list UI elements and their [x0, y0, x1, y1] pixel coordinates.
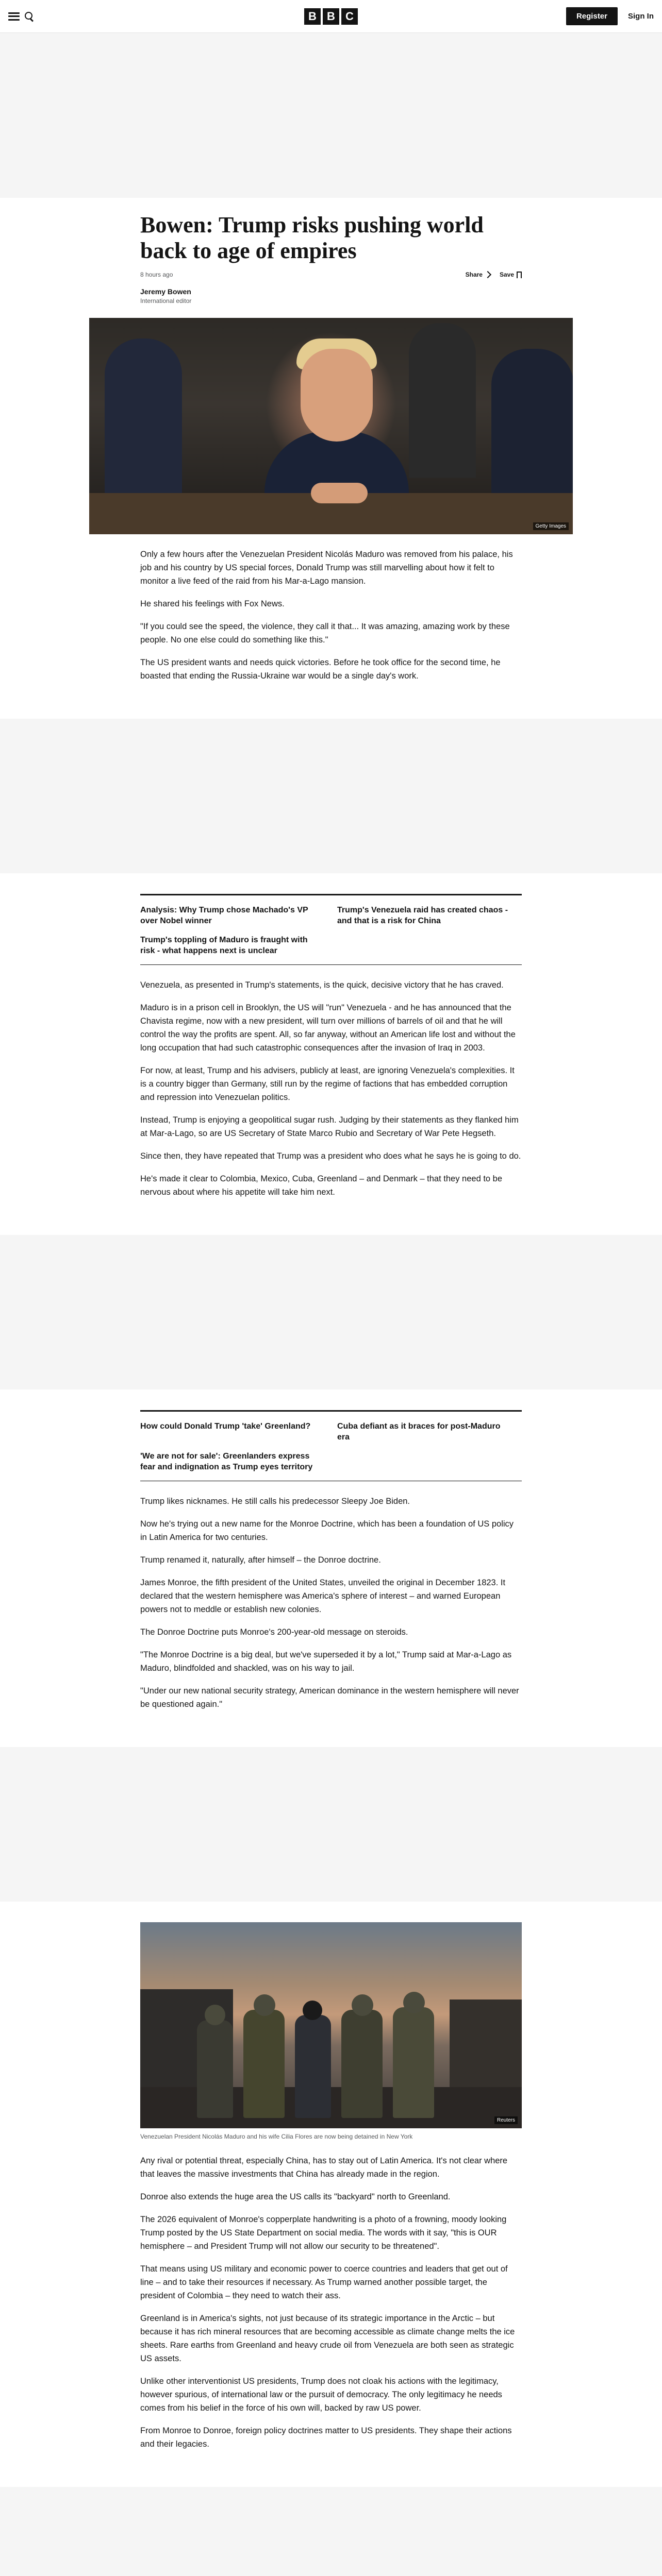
article-section-3 — [140, 1495, 522, 1726]
timestamp: 8 hours ago — [140, 271, 173, 278]
person-figure — [295, 2015, 331, 2118]
paragraph: "Under our new national security strategy, American dominance in the western hemisphere will never be questioned again." — [140, 1686, 519, 1709]
article-figure — [140, 1922, 522, 2141]
paragraph: He shared his feelings with Fox News. — [140, 599, 285, 608]
subject-hands — [311, 483, 368, 503]
bookmark-icon — [517, 272, 522, 278]
paragraph: Instead, Trump is enjoying a geopolitical sugar rush. Judging by their statements as they flanked him at Mar-a-Lago, so are US Secretary of State Marco Rubio and Secretary of War Pete Hegseth. — [140, 1115, 519, 1138]
related-links — [140, 1410, 522, 1481]
hero-image — [89, 318, 573, 534]
bbc-logo[interactable] — [304, 8, 358, 25]
paragraph: The 2026 equivalent of Monroe's copperplate handwriting is a photo of a frowning, moody looking Trump posted by the US State Department on social media. The words with it say, "this is OUR hemisphere – and President Trump will not allow our security to be threatened". — [140, 2215, 507, 2251]
image-credit: Reuters — [494, 2116, 518, 2124]
paragraph: He's made it clear to Colombia, Mexico, Cuba, Greenland – and Denmark – that they need to be nervous about where his appetite will take him next. — [140, 1174, 503, 1197]
headline: Bowen: Trump risks pushing world back to age of empires — [140, 212, 484, 263]
menu-icon[interactable] — [8, 12, 20, 21]
paragraph: Greenland is in America's sights, not just because of its strategic importance in the Arctic – but because it has rich mineral resources that are becoming accessible as climate change melts the ice sheets. Rare earths from Greenland and heavy crude oil from Venezuela are both seen as strategic US assets. — [140, 2314, 515, 2363]
related-link[interactable]: Analysis: Why Trump chose Machado's VP over Nobel winner — [140, 906, 308, 925]
person-figure — [341, 2010, 383, 2118]
paragraph: Only a few hours after the Venezuelan President Nicolás Maduro was removed from his palace, his job and his country by US special forces, Donald Trump was still marvelling about how it felt to monitor a live feed of the raid from his Mar-a-Lago mansion. — [140, 550, 513, 586]
advertisement — [0, 719, 662, 873]
related-link[interactable]: Cuba defiant as it braces for post-Maduro era — [337, 1422, 501, 1442]
paragraph: Venezuela, as presented in Trump's statements, is the quick, decisive victory that he has craved. — [140, 980, 504, 990]
related-link[interactable]: Trump's toppling of Maduro is fraught with risk - what happens next is unclear — [140, 936, 308, 955]
paragraph: Donroe also extends the huge area the US calls its "backyard" north to Greenland. — [140, 2192, 451, 2201]
helmet — [352, 1994, 373, 2016]
logo-letter: B — [304, 8, 321, 25]
share-icon — [484, 271, 491, 278]
masthead — [0, 0, 662, 33]
image-caption: Venezuelan President Nicolás Maduro and his wife Cilia Flores are now being detained in New York — [140, 2133, 413, 2140]
paragraph: From Monroe to Donroe, foreign policy doctrines matter to US presidents. They shape their actions and their legacies. — [140, 2426, 512, 2449]
helmet — [254, 1994, 275, 2016]
sign-in-button[interactable]: Sign In — [628, 12, 654, 21]
logo-letter: B — [323, 8, 339, 25]
related-link[interactable]: 'We are not for sale': Greenlanders express fear and indignation as Trump eyes territory — [140, 1452, 313, 1471]
advertisement — [0, 1235, 662, 1389]
advertisement — [0, 1747, 662, 1902]
author-name: Jeremy Bowen — [140, 287, 191, 296]
save-button[interactable] — [500, 271, 522, 278]
paragraph: Trump likes nicknames. He still calls his predecessor Sleepy Joe Biden. — [140, 1497, 410, 1506]
header-left — [8, 12, 34, 21]
article-meta — [140, 271, 522, 278]
paragraph: The US president wants and needs quick victories. Before he took office for the second time, he boasted that ending the Russia-Ukraine war would be a single day's work. — [140, 658, 501, 681]
paragraph: Now he's trying out a new name for the Monroe Doctrine, which has been a foundation of US policy in Latin America for two centuries. — [140, 1519, 514, 1542]
paragraph: That means using US military and economic power to coerce countries and leaders that get out of line – and to take their resources if necessary. As Trump warned another possible target, the president of Colombia – they need to watch their ass. — [140, 2264, 508, 2300]
helmet — [403, 1992, 425, 2013]
search-icon[interactable] — [25, 12, 34, 21]
article-section-1 — [140, 548, 522, 698]
helmet — [205, 2005, 225, 2025]
related-links — [140, 894, 522, 965]
article-image — [140, 1922, 522, 2128]
header-right — [566, 7, 654, 25]
paragraph: "The Monroe Doctrine is a big deal, but we've superseded it by a lot," Trump said at Mar-a-Lago as Maduro, blindfolded and shackled, was on his way to jail. — [140, 1650, 512, 1673]
background-figure — [409, 323, 476, 478]
paragraph: James Monroe, the fifth president of the United States, unveiled the original in December 1823. It declared that the western hemisphere was America's sphere of interest – and warned European powers not to meddle or establish new colonies. — [140, 1578, 506, 1614]
paragraph: Any rival or potential threat, especially China, has to stay out of Latin America. It's not clear where that leaves the massive investments that China has already made in the region. — [140, 2156, 508, 2179]
byline — [140, 287, 522, 304]
related-link[interactable]: How could Donald Trump 'take' Greenland? — [140, 1422, 311, 1431]
paragraph: Unlike other interventionist US presidents, Trump does not cloak his actions with the legitimacy, however spurious, of international law or the pursuit of democracy. The only legitimacy he needs comes from his belief in the force of his own will, backed by raw US power. — [140, 2377, 502, 2413]
person-figure — [243, 2010, 285, 2118]
paragraph: Maduro is in a prison cell in Brooklyn, the US will "run" Venezuela - and he has announced that the Chavista regime, now with a new president, will turn over millions of barrels of oil and that he will control the way the profits are spent. All, so far anyway, without an American life lost and without the long occupation that had such catastrophic consequences after the invasion of Iraq in 2003. — [140, 1003, 516, 1053]
paragraph: Trump renamed it, naturally, after himself – the Donroe doctrine. — [140, 1555, 381, 1565]
register-button[interactable]: Register — [566, 7, 618, 25]
paragraph: "If you could see the speed, the violence, they call it that... It was amazing, amazing work by these people. No one else could do something like this." — [140, 622, 510, 645]
subject-face — [301, 349, 373, 442]
related-link[interactable]: Trump's Venezuela raid has created chaos - and that is a risk for China — [337, 906, 508, 925]
article-actions — [466, 271, 522, 278]
article-section-2 — [140, 978, 522, 1214]
share-button[interactable] — [466, 271, 490, 278]
advertisement — [0, 33, 662, 198]
person-figure — [393, 2007, 434, 2118]
image-credit: Getty Images — [533, 522, 569, 530]
helmet — [303, 2001, 322, 2020]
logo-letter: C — [341, 8, 358, 25]
advertisement — [0, 2487, 662, 2576]
paragraph: The Donroe Doctrine puts Monroe's 200-year-old message on steroids. — [140, 1628, 408, 1637]
save-label: Save — [499, 271, 514, 278]
share-label: Share — [465, 271, 483, 278]
person-figure — [197, 2020, 233, 2118]
article — [140, 212, 566, 698]
author-role: International editor — [140, 297, 192, 304]
article-section-4 — [140, 2154, 522, 2466]
paragraph: Since then, they have repeated that Trump was a president who does what he says he is going to do. — [140, 1151, 521, 1161]
paragraph: For now, at least, Trump and his advisers, publicly at least, are ignoring Venezuela's complexities. It is a country bigger than Germany, still run by the regime of factions that has embedded corruption and repression into Venezuelan politics. — [140, 1066, 515, 1102]
